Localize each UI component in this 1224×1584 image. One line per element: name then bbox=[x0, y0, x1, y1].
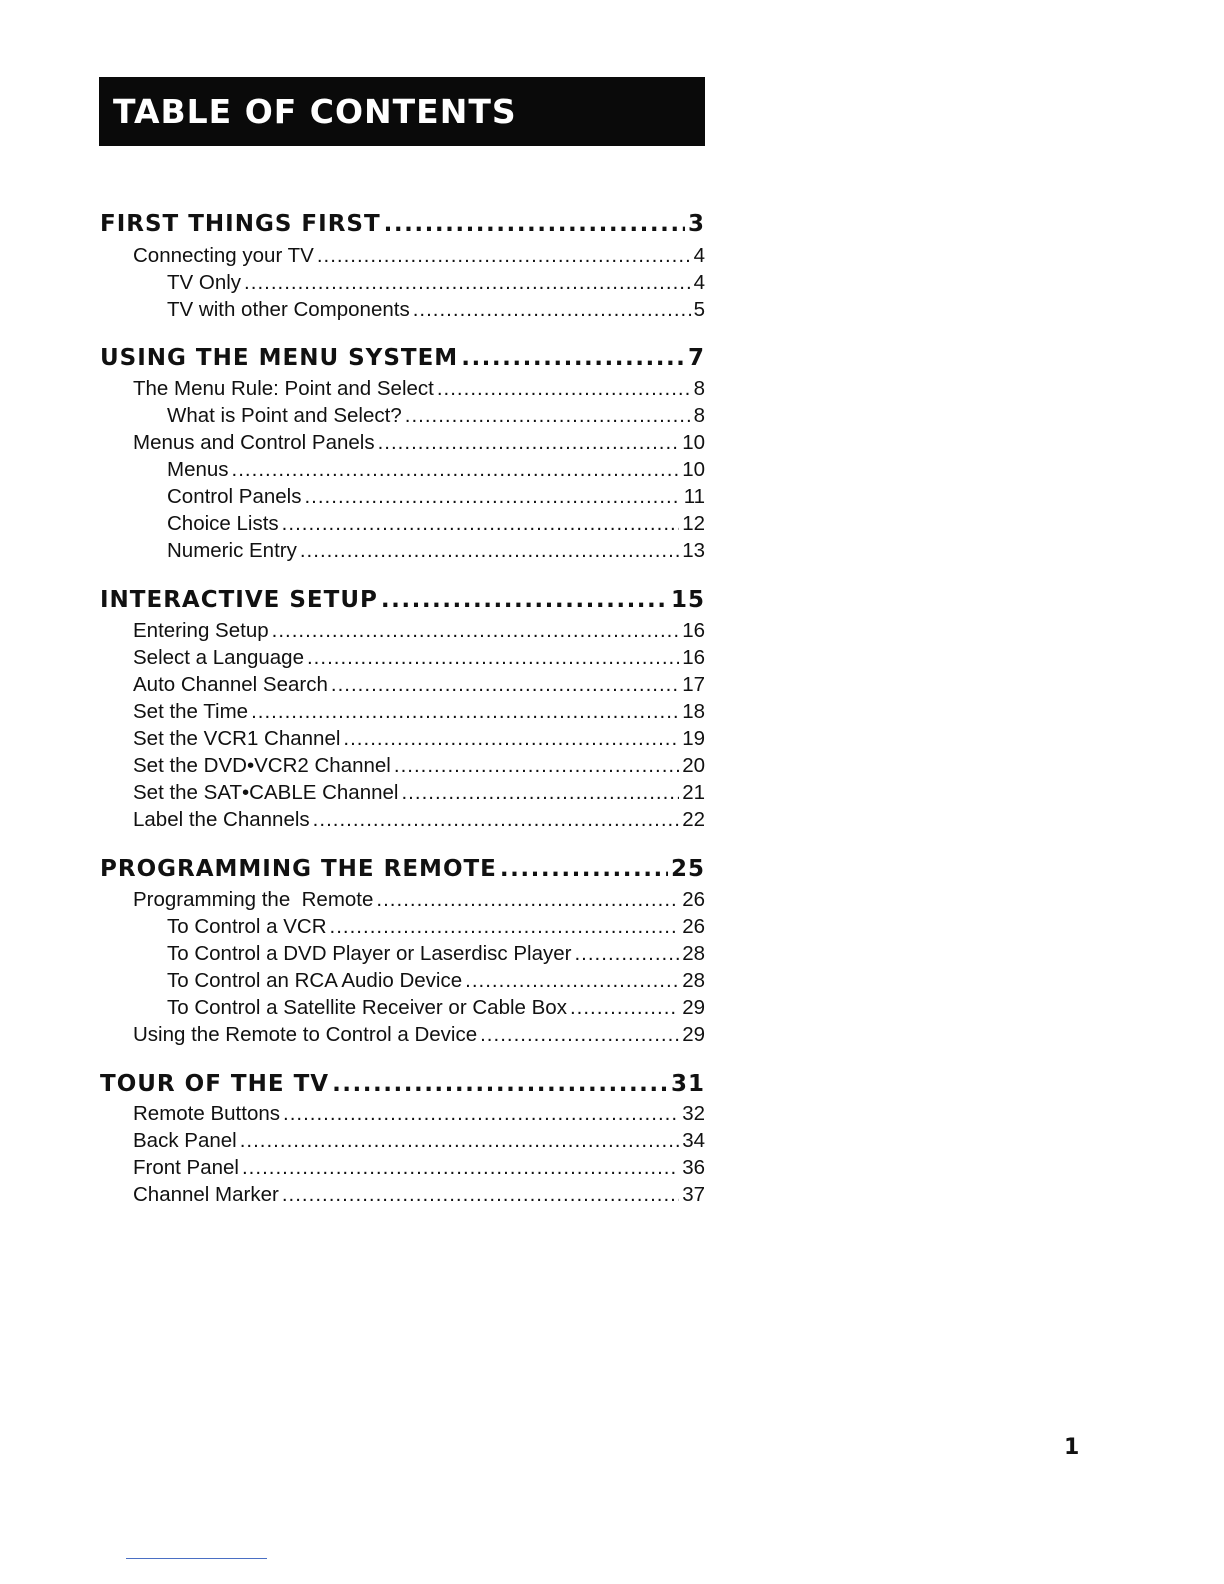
toc-entry[interactable] bbox=[100, 1102, 705, 1126]
entry-page-number: 5 bbox=[693, 298, 705, 321]
entry-page-number: 4 bbox=[693, 271, 705, 294]
entry-page-number: 10 bbox=[682, 431, 705, 454]
entry-label: Front Panel bbox=[133, 1156, 239, 1179]
entry-page-number: 26 bbox=[682, 888, 705, 911]
page-title: TABLE OF CONTENTS bbox=[113, 92, 517, 131]
toc-entry[interactable] bbox=[100, 646, 705, 670]
section-title: INTERACTIVE SETUP bbox=[100, 587, 378, 613]
entry-label: To Control an RCA Audio Device bbox=[167, 969, 463, 992]
entry-page-number: 29 bbox=[682, 1023, 705, 1046]
entry-label: Remote Buttons bbox=[133, 1102, 280, 1125]
dot-leader bbox=[283, 1102, 679, 1126]
dot-leader bbox=[384, 211, 685, 237]
dot-leader bbox=[251, 700, 679, 724]
toc-entry[interactable] bbox=[100, 458, 705, 482]
dot-leader bbox=[343, 727, 679, 751]
entry-label: To Control a Satellite Receiver or Cable Box bbox=[167, 996, 567, 1019]
dot-leader bbox=[461, 345, 685, 371]
title-banner bbox=[99, 77, 705, 146]
entry-label: Menus bbox=[167, 458, 229, 481]
entry-label: Set the Time bbox=[133, 700, 249, 723]
entry-label: Programming the Remote bbox=[133, 888, 374, 911]
entry-label: Select a Language bbox=[133, 646, 304, 669]
dot-leader bbox=[232, 458, 680, 482]
dot-leader bbox=[378, 431, 680, 455]
entry-page-number: 4 bbox=[693, 244, 705, 267]
dot-leader bbox=[272, 619, 680, 643]
toc-entry[interactable] bbox=[100, 808, 705, 832]
toc-entry[interactable] bbox=[100, 754, 705, 778]
entry-label: Connecting your TV bbox=[133, 244, 314, 267]
entry-label: TV Only bbox=[167, 271, 242, 294]
toc-entry[interactable] bbox=[100, 298, 705, 322]
toc-entry[interactable] bbox=[100, 996, 705, 1020]
toc-entry[interactable] bbox=[100, 969, 705, 993]
section-title: TOUR OF THE TV bbox=[100, 1071, 330, 1097]
toc-entry[interactable] bbox=[100, 727, 705, 751]
toc-entry[interactable] bbox=[100, 512, 705, 536]
dot-leader bbox=[381, 587, 668, 613]
toc-entry[interactable] bbox=[100, 1156, 705, 1180]
entry-label: Choice Lists bbox=[167, 512, 279, 535]
section-page-number: 25 bbox=[670, 856, 705, 882]
toc-entry[interactable] bbox=[100, 539, 705, 563]
entry-label: Channel Marker bbox=[133, 1183, 279, 1206]
entry-page-number: 16 bbox=[682, 646, 705, 669]
entry-label: Set the VCR1 Channel bbox=[133, 727, 341, 750]
entry-label: To Control a VCR bbox=[167, 915, 327, 938]
entry-page-number: 34 bbox=[682, 1129, 705, 1152]
toc-entry[interactable] bbox=[100, 673, 705, 697]
entry-label: The Menu Rule: Point and Select bbox=[133, 377, 434, 400]
dot-leader bbox=[570, 996, 679, 1020]
toc-entry[interactable] bbox=[100, 485, 705, 509]
page-number: 1 bbox=[1064, 1435, 1080, 1460]
dot-leader bbox=[331, 673, 679, 697]
dot-leader bbox=[394, 754, 679, 778]
toc-entry[interactable] bbox=[100, 888, 705, 912]
dot-leader bbox=[405, 404, 691, 428]
entry-page-number: 8 bbox=[693, 404, 705, 427]
dot-leader bbox=[242, 1156, 679, 1180]
toc-entry[interactable] bbox=[100, 915, 705, 939]
entry-page-number: 37 bbox=[682, 1183, 705, 1206]
dot-leader bbox=[574, 942, 679, 966]
dot-leader bbox=[413, 298, 691, 322]
section-page-number: 15 bbox=[670, 587, 705, 613]
toc-entry[interactable] bbox=[100, 1023, 705, 1047]
dot-leader bbox=[307, 646, 679, 670]
footer-rule bbox=[126, 1558, 267, 1559]
toc-entry[interactable] bbox=[100, 244, 705, 268]
entry-label: Auto Channel Search bbox=[133, 673, 328, 696]
entry-label: Using the Remote to Control a Device bbox=[133, 1023, 478, 1046]
dot-leader bbox=[282, 512, 680, 536]
entry-page-number: 16 bbox=[682, 619, 705, 642]
entry-label: Set the SAT•CABLE Channel bbox=[133, 781, 399, 804]
entry-page-number: 13 bbox=[682, 539, 705, 562]
toc-entry[interactable] bbox=[100, 271, 705, 295]
entry-label: Set the DVD•VCR2 Channel bbox=[133, 754, 391, 777]
dot-leader bbox=[244, 271, 691, 295]
section-title: FIRST THINGS FIRST bbox=[100, 211, 381, 237]
section-page-number: 3 bbox=[687, 211, 705, 237]
toc-entry[interactable] bbox=[100, 942, 705, 966]
toc-entry[interactable] bbox=[100, 404, 705, 428]
entry-page-number: 8 bbox=[693, 377, 705, 400]
entry-label: Numeric Entry bbox=[167, 539, 297, 562]
entry-label: What is Point and Select? bbox=[167, 404, 402, 427]
entry-page-number: 26 bbox=[682, 915, 705, 938]
dot-leader bbox=[376, 888, 679, 912]
dot-leader bbox=[282, 1183, 679, 1207]
entry-label: Menus and Control Panels bbox=[133, 431, 375, 454]
toc-section-heading[interactable] bbox=[100, 587, 705, 613]
toc-entry[interactable] bbox=[100, 619, 705, 643]
section-page-number: 7 bbox=[687, 345, 705, 371]
entry-page-number: 22 bbox=[682, 808, 705, 831]
toc-section-heading[interactable] bbox=[100, 345, 705, 371]
entry-page-number: 29 bbox=[682, 996, 705, 1019]
entry-page-number: 28 bbox=[682, 969, 705, 992]
entry-page-number: 10 bbox=[682, 458, 705, 481]
entry-page-number: 18 bbox=[682, 700, 705, 723]
toc-entry[interactable] bbox=[100, 781, 705, 805]
dot-leader bbox=[304, 485, 680, 509]
entry-page-number: 21 bbox=[682, 781, 705, 804]
entry-page-number: 32 bbox=[682, 1102, 705, 1125]
entry-page-number: 11 bbox=[683, 485, 705, 508]
entry-label: TV with other Components bbox=[167, 298, 410, 321]
dot-leader bbox=[500, 856, 668, 882]
entry-page-number: 28 bbox=[682, 942, 705, 965]
dot-leader bbox=[465, 969, 679, 993]
dot-leader bbox=[330, 915, 680, 939]
toc-section-heading[interactable] bbox=[100, 856, 705, 882]
entry-label: To Control a DVD Player or Laserdisc Player bbox=[167, 942, 572, 965]
section-title: USING THE MENU SYSTEM bbox=[100, 345, 459, 371]
dot-leader bbox=[300, 539, 679, 563]
entry-page-number: 17 bbox=[682, 673, 705, 696]
dot-leader bbox=[401, 781, 679, 805]
dot-leader bbox=[332, 1071, 668, 1097]
entry-page-number: 19 bbox=[682, 727, 705, 750]
toc-entry[interactable] bbox=[100, 1129, 705, 1153]
dot-leader bbox=[313, 808, 680, 832]
entry-page-number: 12 bbox=[682, 512, 705, 535]
toc-entry[interactable] bbox=[100, 700, 705, 724]
entry-label: Control Panels bbox=[167, 485, 302, 508]
toc-entry[interactable] bbox=[100, 431, 705, 455]
toc-entry[interactable] bbox=[100, 1183, 705, 1207]
section-page-number: 31 bbox=[670, 1071, 705, 1097]
entry-page-number: 20 bbox=[682, 754, 705, 777]
toc-section-heading[interactable] bbox=[100, 1071, 705, 1097]
dot-leader bbox=[437, 377, 691, 401]
section-title: PROGRAMMING THE REMOTE bbox=[100, 856, 497, 882]
entry-label: Label the Channels bbox=[133, 808, 310, 831]
toc-entry[interactable] bbox=[100, 377, 705, 401]
entry-page-number: 36 bbox=[682, 1156, 705, 1179]
dot-leader bbox=[240, 1129, 679, 1153]
entry-label: Back Panel bbox=[133, 1129, 237, 1152]
toc-section-heading[interactable] bbox=[100, 211, 705, 237]
dot-leader bbox=[480, 1023, 679, 1047]
dot-leader bbox=[317, 244, 691, 268]
entry-label: Entering Setup bbox=[133, 619, 269, 642]
